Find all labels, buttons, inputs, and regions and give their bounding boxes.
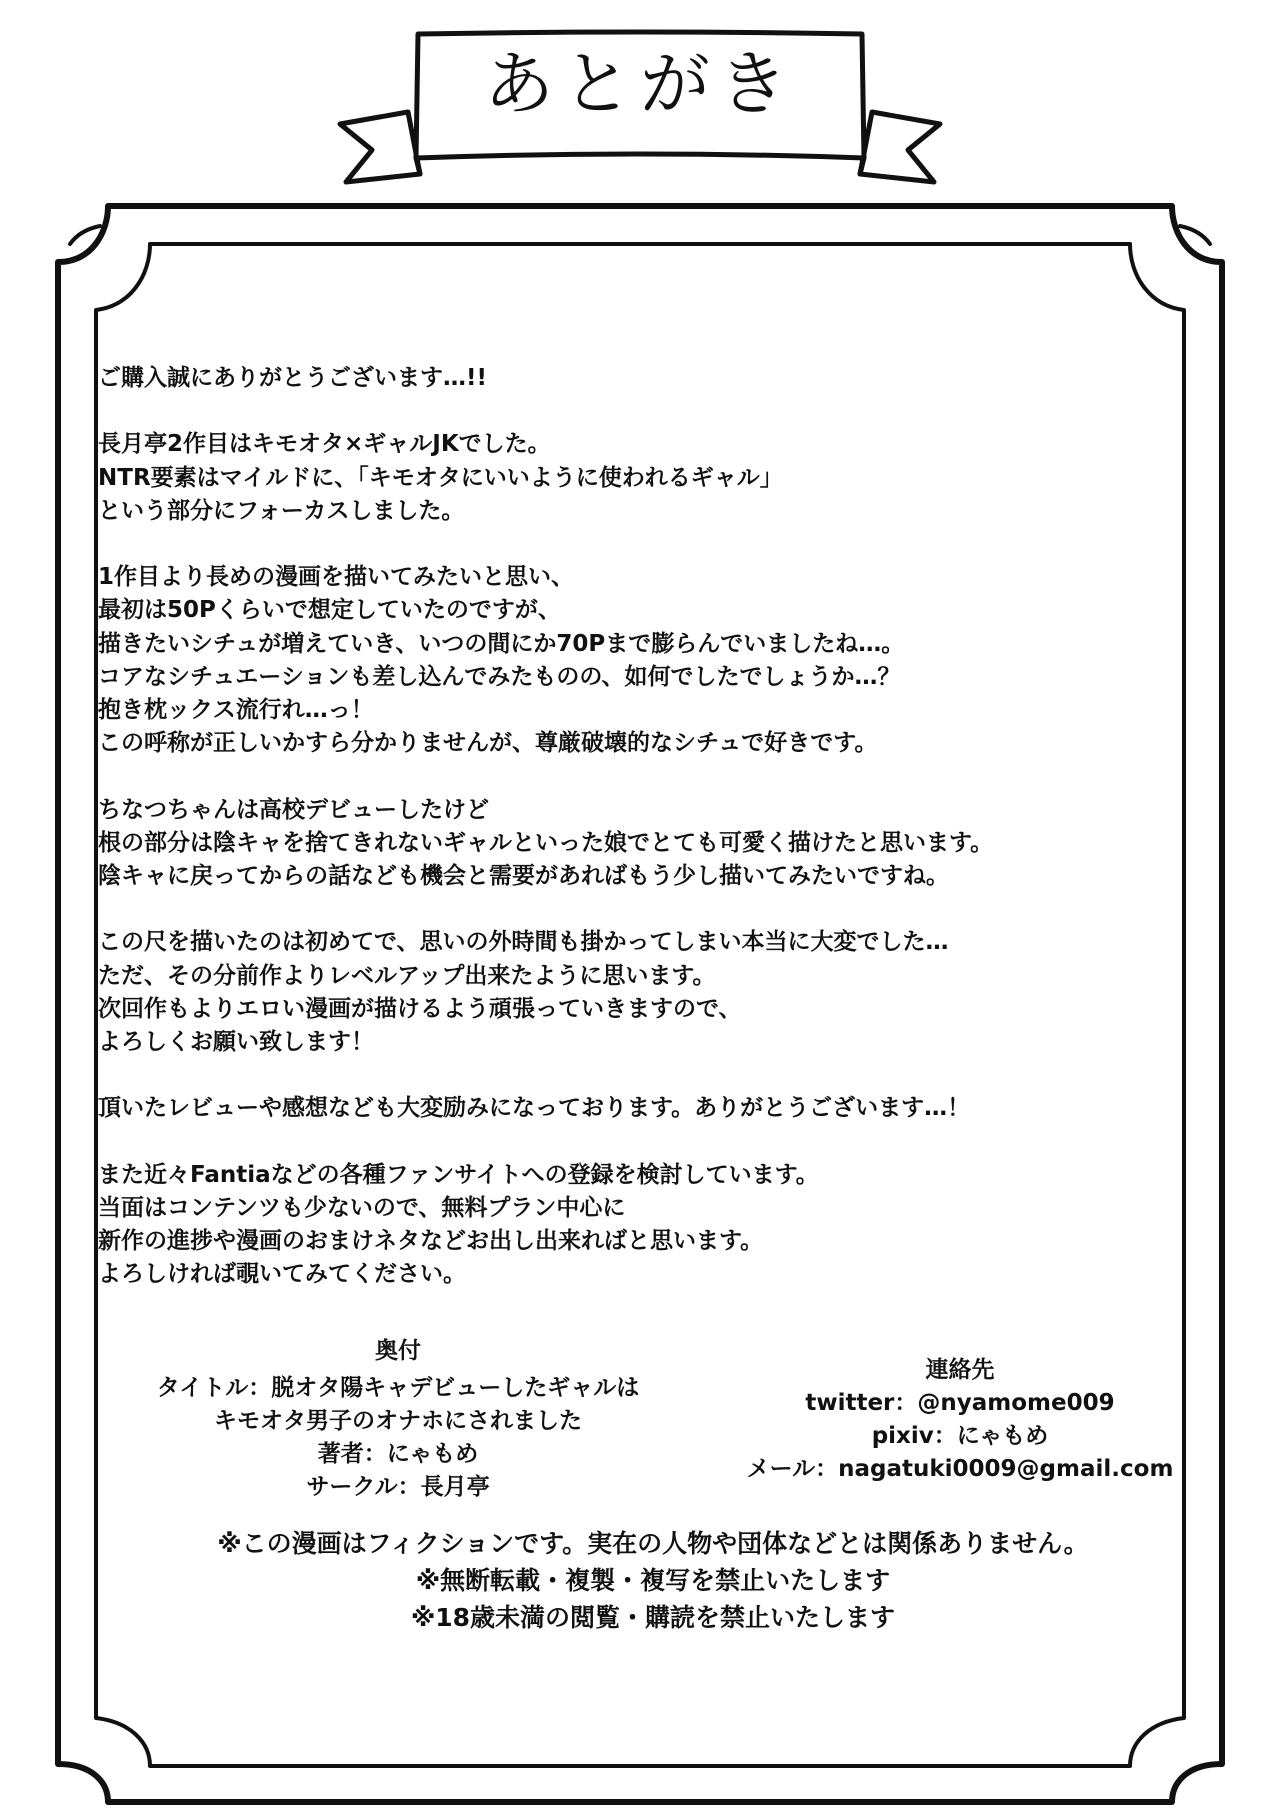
text-line: また近々Fantiaなどの各種ファンサイトへの登録を検討しています。: [98, 1161, 819, 1188]
contact-mail: メール：nagatuki0009@gmail.com: [746, 1456, 1174, 1482]
contact-info: [700, 1354, 1220, 1486]
text-line: 抱き枕ックス流行れ…っ！: [98, 697, 374, 723]
notices: [98, 1525, 1208, 1636]
paragraph-length: [98, 561, 1208, 760]
contact-heading: 連絡先: [925, 1357, 995, 1383]
text-line: 1作目より長めの漫画を描いてみたいと思い、: [98, 564, 575, 591]
text-line: NTR要素はマイルドに、「キモオタにいいように使われるギャル」: [98, 464, 783, 491]
colophon-title-line2: キモオタ男子のオナホにされました: [214, 1408, 582, 1434]
colophon-title-line1: タイトル：脱オタ陽キャデビューしたギャルは: [156, 1375, 640, 1401]
contact-twitter: twitter：@nyamome009: [805, 1390, 1115, 1416]
paragraph-character: [98, 794, 1208, 894]
text-line: ただ、その分前作よりレベルアップ出来たように思います。: [98, 962, 716, 989]
contact-pixiv: pixiv：にゃもめ: [871, 1423, 1049, 1449]
page-title: あとがき: [484, 43, 796, 125]
text-line: 根の部分は陰キャを捨てきれないギャルといった娘でとても可愛く描けたと思います。: [98, 829, 994, 856]
text-line: 次回作もよりエロい漫画が描けるよう頑張っていきますので、: [98, 995, 742, 1022]
paragraph-greeting: [98, 362, 1208, 395]
text-line: という部分にフォーカスしました。: [98, 497, 465, 524]
notice-no-reprint: ※無断転載・複製・複写を禁止いたします: [415, 1566, 891, 1595]
colophon-circle: サークル：長月亭: [306, 1474, 490, 1500]
text-line: 新作の進捗や漫画のおまけネタなどお出し出来ればと思います。: [98, 1228, 764, 1255]
notice-fiction: ※この漫画はフィクションです。実在の人物や団体などとは関係ありません。: [217, 1529, 1089, 1558]
text-line: 描きたいシチュが増えていき、いつの間にか70Pまで膨らんでいましたね…。: [98, 630, 905, 657]
text-line: よろしければ覗いてみてください。: [98, 1261, 466, 1288]
text-line: ちなつちゃんは高校デビューしたけど: [98, 796, 489, 823]
text-line: この呼称が正しいかすら分かりませんが、尊厳破壊的なシチュで好きです。: [98, 730, 878, 757]
text-line: この尺を描いたのは初めてで、思いの外時間も掛かってしまい本当に大変でした…: [98, 929, 949, 956]
text-line: 陰キャに戻ってからの話なども機会と需要があればもう少し描いてみたいですね。: [98, 863, 949, 889]
colophon: [98, 1335, 698, 1504]
colophon-author: 著者：にゃもめ: [317, 1441, 479, 1467]
paragraph-about-work: [98, 428, 1208, 528]
paragraph-effort: [98, 926, 1208, 1059]
paragraph-fansite: [98, 1159, 1208, 1292]
text-line: 最初は50Pくらいで想定していたのですが、: [98, 597, 561, 624]
text-line: ご購入誠にありがとうございます…!!: [98, 365, 487, 391]
notice-age-restriction: ※18歳未満の閲覧・購読を禁止いたします: [410, 1603, 896, 1632]
colophon-heading: 奥付: [375, 1338, 421, 1364]
text-line: 長月亭2作目はキモオタ×ギャルJKでした。: [98, 431, 551, 458]
text-line: コアなシチュエーションも差し込んでみたものの、如何でしたでしょうか…？: [98, 663, 901, 690]
afterword-body: [98, 362, 1208, 1325]
text-line: よろしくお願い致します！: [98, 1029, 374, 1055]
paragraph-thanks: [98, 1092, 1208, 1125]
text-line: 頂いたレビューや感想なども大変励みになっております。ありがとうございます…！: [98, 1095, 971, 1122]
text-line: 当面はコンテンツも少ないので、無料プラン中心に: [98, 1194, 626, 1221]
